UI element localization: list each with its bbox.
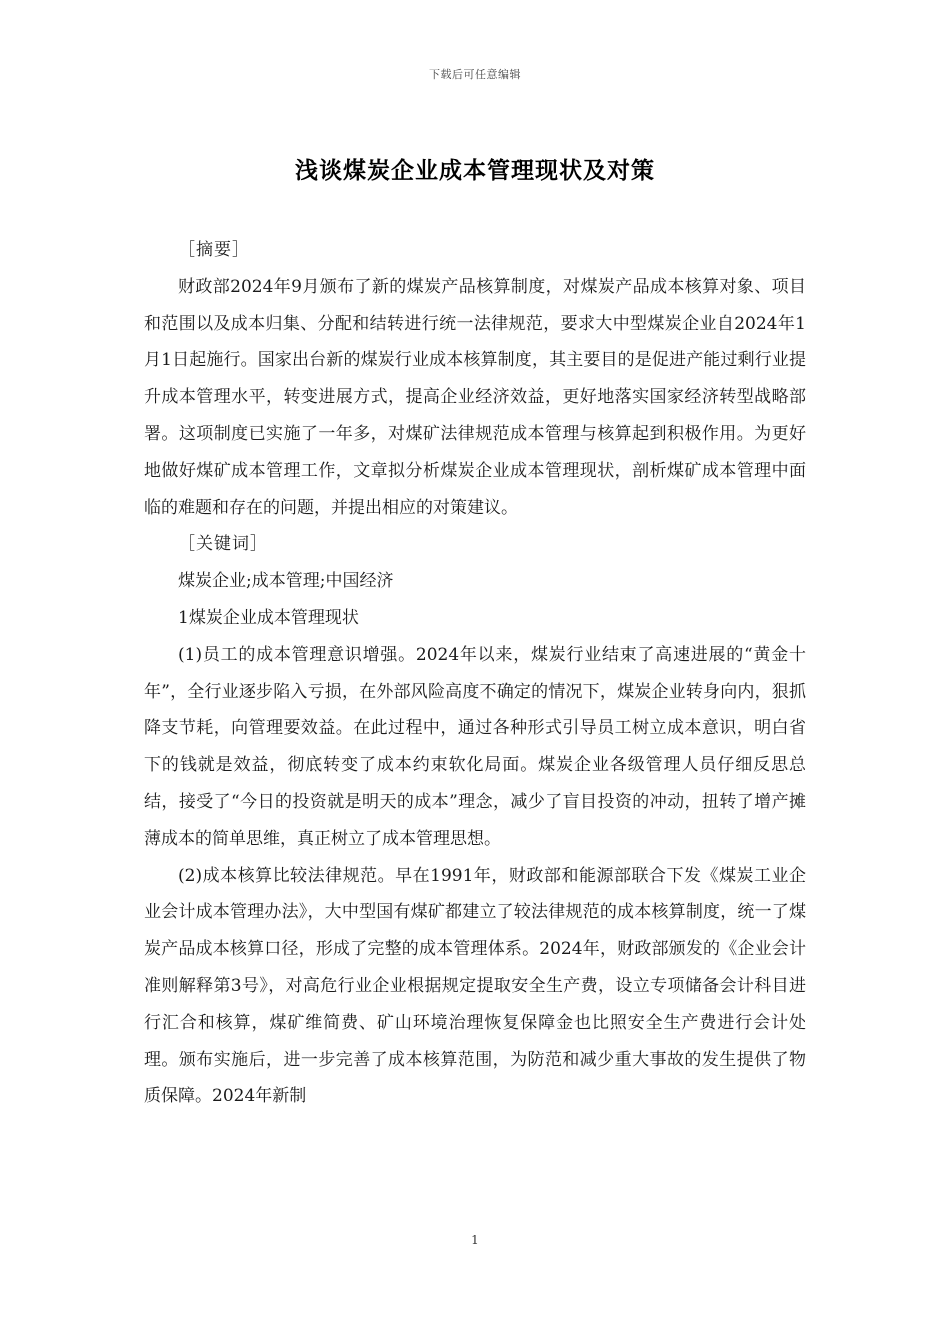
paragraph-1: (1)员工的成本管理意识增强。2024年以来，煤炭行业结束了高速进展的“黄金十年”，全行业逐步陷入亏损，在外部风险高度不确定的情况下，煤炭企业转身向内，狠抓降支节耗，向管理要效益。在此过程中，通过各种形式引导员工树立成本意识，明白省下的钱就是效益，彻底转变了成本约束软化局面。煤炭企业各级管理人员仔细反思总结，接受了“今日的投资就是明天的成本”理念，减少了盲目投资的冲动，扭转了增产摊薄成本的简单思维，真正树立了成本管理思想。 [144,644,806,849]
abstract-text: 财政部2024年9月颁布了新的煤炭产品核算制度，对煤炭产品成本核算对象、项目和范围以及成本归集、分配和结转进行统一法律规范，要求大中型煤炭企业自2024年1月1日起施行。国家出台新的煤炭行业成本核算制度，其主要目的是促进产能过剩行业提升成本管理水平，转变进展方式，提高企业经济效益，更好地落实国家经济转型战略部署。这项制度已实施了一年多，对煤矿法律规范成本管理与核算起到积极作用。为更好地做好煤矿成本管理工作，文章拟分析煤炭企业成本管理现状，剖析煤矿成本管理中面临的难题和存在的问题，并提出相应的对策建议。 [144,276,806,518]
document-title: 浅谈煤炭企业成本管理现状及对策 [295,157,655,184]
paragraph-2: (2)成本核算比较法律规范。早在1991年，财政部和能源部联合下发《煤炭工业企业会计成本管理办法》，大中型国有煤矿都建立了较法律规范的成本核算制度，统一了煤炭产品成本核算口径，形成了完整的成本管理体系。2024年，财政部颁发的《企业会计准则解释第3号》，对高危行业企业根据规定提取安全生产费，设立专项储备会计科目进行汇合和核算，煤矿维简费、矿山环境治理恢复保障金也比照安全生产费进行会计处理。颁布实施后，进一步完善了成本核算范围，为防范和减少重大事故的发生提供了物质保障。2024年新制 [144,865,806,1107]
keywords-text: 煤炭企业;成本管理;中国经济 [178,571,394,592]
header-note: 下载后可任意编辑 [429,68,521,81]
page-number: 1 [471,1233,479,1247]
section-heading: 1煤炭企业成本管理现状 [178,607,359,628]
document-body [144,232,806,1115]
keywords-label: ［关键词］ [178,534,268,555]
abstract-label: ［摘要］ [178,240,250,260]
